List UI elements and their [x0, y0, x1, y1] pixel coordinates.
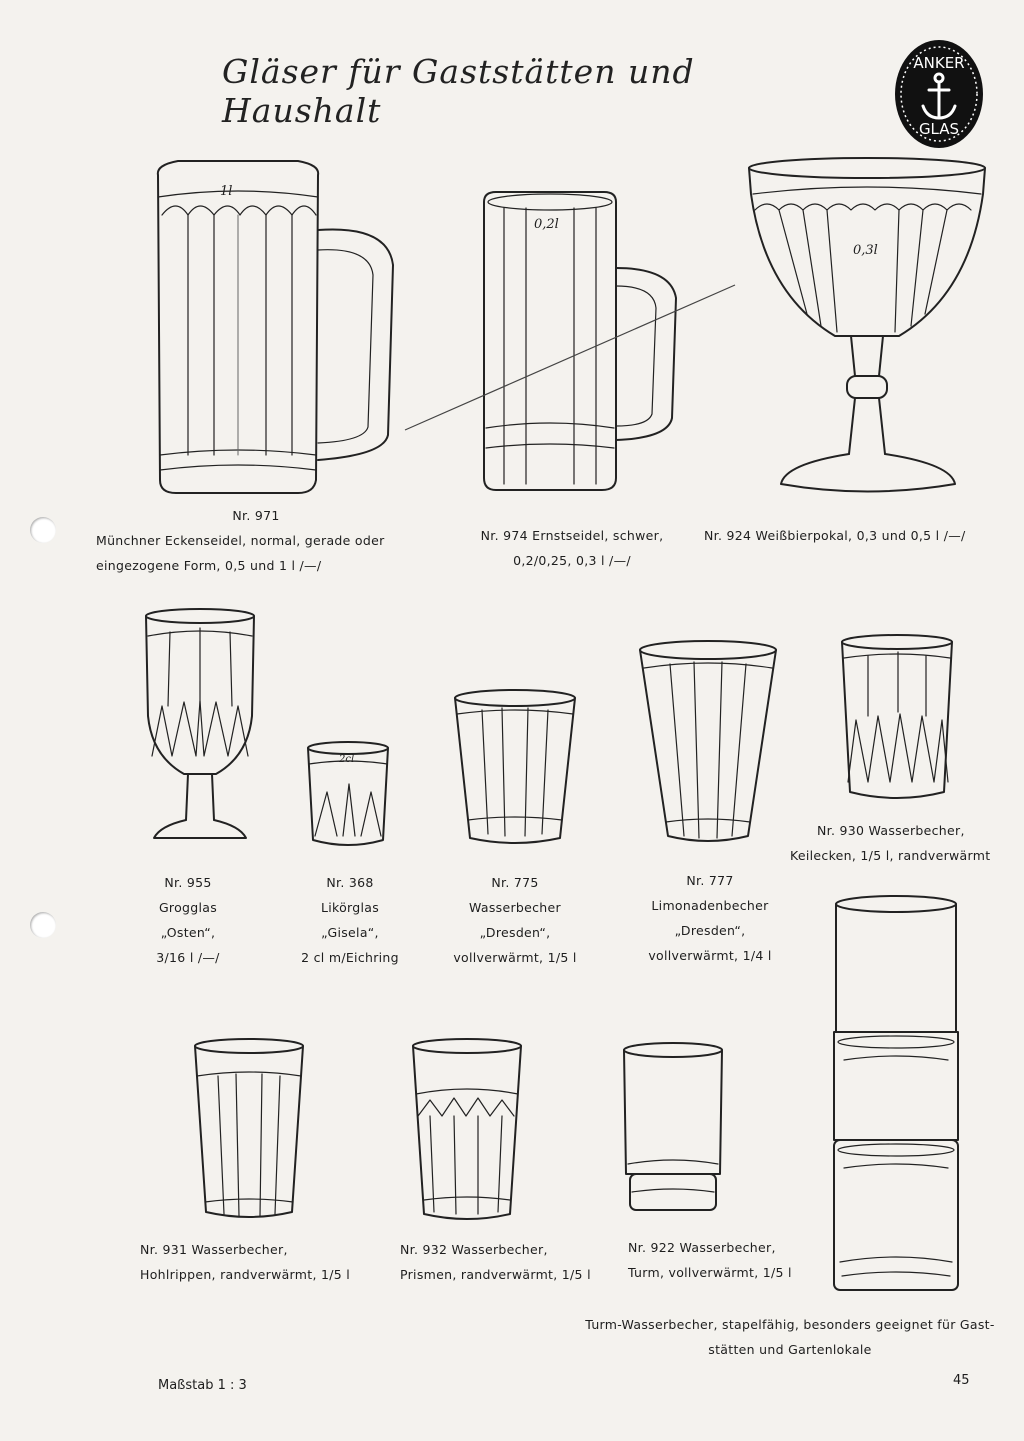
- logo-bottom-text: GLAS: [918, 120, 960, 138]
- logo-top-text: ANKER: [913, 54, 965, 72]
- glass-368-marking: 2cl: [339, 754, 355, 765]
- glass-971-marking: 1l: [220, 184, 233, 199]
- scale-note: Maßstab 1 : 3: [158, 1378, 247, 1393]
- glass-932-caption: Nr. 932 Wasserbecher, Prismen, randverwärmt, 1/5 l: [400, 1242, 591, 1282]
- page-number: 45: [953, 1373, 970, 1388]
- binder-hole: [30, 517, 56, 543]
- stacked-tower-drawing: [830, 892, 962, 1302]
- glass-922-drawing: [620, 1040, 726, 1220]
- glass-974-marking: 0,2l: [534, 217, 559, 232]
- stacked-tower-caption: Turm-Wasserbecher, stapelfähig, besonders geeignet für Gast- stätten und Gartenlokale: [585, 1317, 995, 1357]
- glass-924-drawing: [745, 154, 995, 499]
- anker-glas-logo: [893, 38, 985, 150]
- glass-955-caption: Nr. 955 Grogglas „Osten“, 3/16 l /—/: [156, 875, 220, 965]
- glass-931-caption: Nr. 931 Wasserbecher, Hohlrippen, randverwärmt, 1/5 l: [140, 1242, 351, 1282]
- glass-932-drawing: [408, 1036, 526, 1226]
- glass-922-caption: Nr. 922 Wasserbecher, Turm, vollverwärmt, 1/5 l: [628, 1240, 792, 1280]
- glass-930-caption: Nr. 930 Wasserbecher, Keilecken, 1/5 l, randverwärmt: [790, 823, 991, 863]
- glass-971-drawing: [148, 155, 408, 500]
- glass-777-drawing: [636, 636, 781, 851]
- glass-368-drawing: [303, 740, 393, 852]
- glass-775-drawing: [450, 686, 580, 851]
- glass-930-drawing: [838, 632, 956, 807]
- binder-hole: [30, 912, 56, 938]
- glass-924-marking: 0,3l: [853, 243, 878, 258]
- glass-775-caption: Nr. 775 Wasserbecher „Dresden“, vollverwärmt, 1/5 l: [453, 875, 577, 965]
- page-title: Gläser für Gaststätten und Haushalt: [222, 52, 695, 130]
- glass-924-caption: Nr. 924 Weißbierpokal, 0,3 und 0,5 l /—/: [704, 528, 966, 543]
- glass-974-caption: Nr. 974 Ernstseidel, schwer, 0,2/0,25, 0,3 l /—/: [480, 528, 664, 568]
- glass-974-drawing: [476, 188, 686, 498]
- glass-777-caption: Nr. 777 Limonadenbecher „Dresden“, vollverwärmt, 1/4 l: [648, 873, 772, 963]
- glass-955-drawing: [140, 606, 260, 846]
- glass-931-drawing: [190, 1036, 308, 1224]
- glass-368-caption: Nr. 368 Likörglas „Gisela“, 2 cl m/Eichring: [301, 875, 399, 965]
- glass-971-caption: Nr. 971 Münchner Eckenseidel, normal, gerade oder eingezogene Form, 0,5 und 1 l /—/: [96, 508, 385, 573]
